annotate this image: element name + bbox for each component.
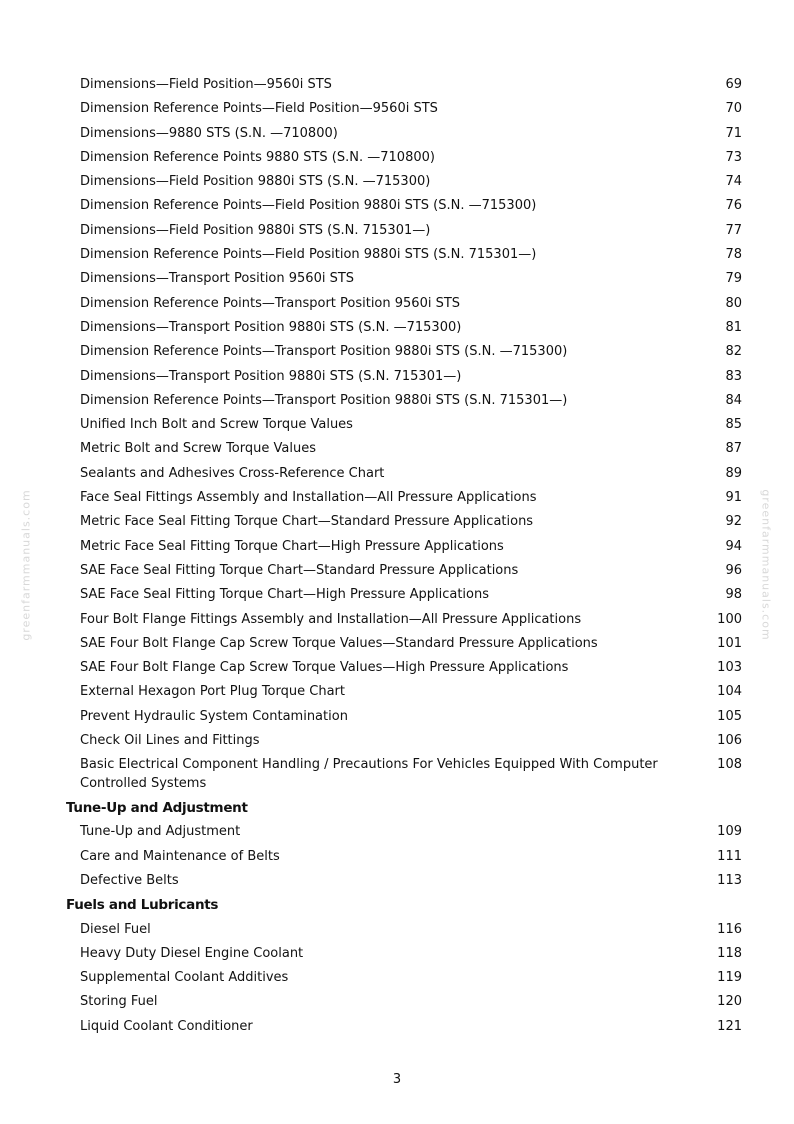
toc-entry[interactable]	[66, 416, 742, 435]
toc-entry-title: Dimensions—Field Position 9880i STS (S.N. 715301—)	[80, 222, 431, 238]
toc-entry[interactable]	[66, 683, 742, 702]
toc-entry-page: 100	[717, 611, 742, 627]
toc-entry-title: Heavy Duty Diesel Engine Coolant	[80, 945, 304, 961]
toc-entry-title: Supplemental Coolant Additives	[80, 970, 289, 986]
toc-entry-page: 77	[725, 222, 742, 238]
toc-entry-page: 108	[717, 757, 742, 773]
toc-entry-title: Tune-Up and Adjustment	[80, 824, 241, 840]
toc-entry-title: Dimensions—Transport Position 9880i STS (S.N. —715300)	[80, 319, 462, 335]
toc-entry-page: 121	[717, 1018, 742, 1034]
toc-entry-title: SAE Face Seal Fitting Torque Chart—Standard Pressure Applications	[80, 562, 519, 578]
toc-entry[interactable]	[66, 440, 742, 459]
toc-entry-page: 78	[725, 247, 742, 263]
toc-entry-page: 91	[725, 490, 742, 506]
toc-entry-title: Basic Electrical Component Handling / Precautions For Vehicles Equipped With Computer Controlled Systems	[80, 757, 658, 791]
page-number: 3	[392, 1072, 402, 1087]
toc-section-heading: Fuels and Lubricants	[66, 897, 219, 914]
toc-entry-page: 111	[717, 848, 742, 864]
toc-entry-page: 84	[725, 392, 742, 408]
toc-entry[interactable]	[66, 319, 742, 338]
toc-entry-title: Storing Fuel	[80, 994, 158, 1010]
toc-entry-page: 73	[725, 149, 742, 165]
toc-entry[interactable]	[66, 270, 742, 289]
toc-entry-title: SAE Face Seal Fitting Torque Chart—High Pressure Applications	[80, 587, 490, 603]
toc-entry-title: Face Seal Fittings Assembly and Installation—All Pressure Applications	[80, 490, 537, 506]
toc-entry-title: Check Oil Lines and Fittings	[80, 733, 260, 749]
toc-entry-page: 79	[725, 271, 742, 287]
toc-entry-title: Dimension Reference Points—Field Position 9880i STS (S.N. —715300)	[80, 198, 537, 214]
toc-entry-page: 71	[725, 125, 742, 141]
toc-entry-page: 81	[725, 319, 742, 335]
toc-entry-page: 87	[725, 441, 742, 457]
toc-entry[interactable]	[66, 993, 742, 1012]
toc-entry[interactable]	[66, 173, 742, 192]
toc-entry-page: 83	[725, 368, 742, 384]
toc-entry-title: Unified Inch Bolt and Screw Torque Values	[80, 417, 353, 433]
toc-entry[interactable]	[66, 635, 742, 654]
toc-entry[interactable]	[66, 295, 742, 314]
toc-entry-title: Dimension Reference Points—Field Position 9880i STS (S.N. 715301—)	[80, 247, 537, 263]
toc-entry-title: Dimensions—9880 STS (S.N. —710800)	[80, 125, 338, 141]
toc-entry[interactable]	[66, 921, 742, 940]
toc-entry-title: Dimension Reference Points—Field Position—9560i STS	[80, 101, 438, 117]
toc-entry[interactable]	[66, 76, 742, 95]
toc-entry[interactable]	[66, 197, 742, 216]
toc-section-heading: Tune-Up and Adjustment	[66, 800, 248, 817]
toc-entry-title: Diesel Fuel	[80, 921, 151, 937]
toc-entry-page: 92	[725, 514, 742, 530]
toc-entry-page: 96	[725, 562, 742, 578]
toc-entry-page: 98	[725, 587, 742, 603]
toc-entry-title: Metric Face Seal Fitting Torque Chart—High Pressure Applications	[80, 538, 504, 554]
table-of-contents	[66, 76, 742, 1042]
toc-entry-title: Dimensions—Transport Position 9560i STS	[80, 271, 355, 287]
toc-entry-title: Dimension Reference Points—Transport Position 9560i STS	[80, 295, 461, 311]
toc-entry[interactable]	[66, 823, 742, 842]
toc-entry-title: SAE Four Bolt Flange Cap Screw Torque Values—Standard Pressure Applications	[80, 635, 598, 651]
toc-entry-page: 105	[717, 708, 742, 724]
toc-entry[interactable]	[66, 969, 742, 988]
toc-entry-title: External Hexagon Port Plug Torque Chart	[80, 684, 345, 700]
toc-entry[interactable]	[66, 222, 742, 241]
toc-entry-title: Care and Maintenance of Belts	[80, 848, 280, 864]
toc-entry-title: Dimension Reference Points 9880 STS (S.N. —710800)	[80, 149, 435, 165]
toc-entry-page: 74	[725, 174, 742, 190]
toc-entry-page: 113	[717, 873, 742, 888]
toc-entry-page: 70	[725, 101, 742, 117]
toc-entry[interactable]	[66, 125, 742, 144]
toc-entry-title: Liquid Coolant Conditioner	[80, 1018, 253, 1034]
toc-entry-title: Dimensions—Field Position—9560i STS	[80, 77, 332, 92]
toc-entry-page: 109	[717, 824, 742, 840]
toc-entry[interactable]	[66, 848, 742, 867]
toc-entry-page: 119	[717, 970, 742, 986]
toc-entry[interactable]	[66, 489, 742, 508]
toc-entry-title: Dimensions—Field Position 9880i STS (S.N. —715300)	[80, 174, 431, 190]
toc-entry-page: 101	[717, 635, 742, 651]
toc-entry-title: SAE Four Bolt Flange Cap Screw Torque Values—High Pressure Applications	[80, 660, 569, 676]
toc-entry[interactable]	[66, 659, 742, 678]
toc-entry[interactable]	[66, 392, 742, 411]
toc-entry-title: Dimension Reference Points—Transport Position 9880i STS (S.N. 715301—)	[80, 392, 568, 408]
toc-entry-page: 106	[717, 733, 742, 749]
toc-entry[interactable]	[66, 732, 742, 751]
toc-entry[interactable]	[66, 246, 742, 265]
toc-entry-page: 80	[725, 295, 742, 311]
toc-entry-title: Metric Face Seal Fitting Torque Chart—Standard Pressure Applications	[80, 514, 534, 530]
toc-entry[interactable]	[66, 708, 742, 727]
toc-entry-page: 85	[725, 417, 742, 433]
toc-entry-page: 94	[725, 538, 742, 554]
toc-entry-page: 118	[717, 945, 742, 961]
toc-entry[interactable]	[66, 465, 742, 484]
toc-entry-title: Dimensions—Transport Position 9880i STS (S.N. 715301—)	[80, 368, 462, 384]
toc-entry[interactable]	[66, 149, 742, 168]
toc-entry-page: 69	[725, 77, 742, 92]
toc-entry[interactable]	[66, 100, 742, 119]
toc-entry-page: 120	[717, 994, 742, 1010]
toc-entry-title: Four Bolt Flange Fittings Assembly and Installation—All Pressure Applications	[80, 611, 582, 627]
toc-entry[interactable]	[66, 872, 742, 891]
toc-entry-page: 76	[725, 198, 742, 214]
toc-entry[interactable]	[66, 611, 742, 630]
toc-entry-page: 104	[717, 684, 742, 700]
toc-entry-title: Sealants and Adhesives Cross-Reference Chart	[80, 465, 385, 481]
toc-entry-title: Defective Belts	[80, 873, 179, 888]
toc-entry[interactable]	[66, 513, 742, 532]
toc-entry-page: 89	[725, 465, 742, 481]
toc-entry[interactable]	[66, 538, 742, 557]
toc-entry[interactable]	[66, 586, 742, 605]
toc-entry[interactable]	[66, 945, 742, 964]
toc-entry-title: Dimension Reference Points—Transport Position 9880i STS (S.N. —715300)	[80, 344, 568, 360]
toc-entry-page: 103	[717, 660, 742, 676]
toc-entry-page: 116	[717, 921, 742, 937]
watermark-left: greenfarmmanuals.com	[19, 489, 33, 641]
toc-entry[interactable]	[66, 343, 742, 362]
toc-entry[interactable]	[66, 368, 742, 387]
toc-entry[interactable]	[66, 1018, 742, 1037]
toc-entry-page: 82	[725, 344, 742, 360]
toc-entry[interactable]	[66, 756, 742, 793]
watermark-right: greenfarmmanuals.com	[759, 489, 773, 641]
toc-entry[interactable]	[66, 562, 742, 581]
toc-entry-title: Metric Bolt and Screw Torque Values	[80, 441, 316, 457]
toc-entry-title: Prevent Hydraulic System Contamination	[80, 708, 348, 724]
